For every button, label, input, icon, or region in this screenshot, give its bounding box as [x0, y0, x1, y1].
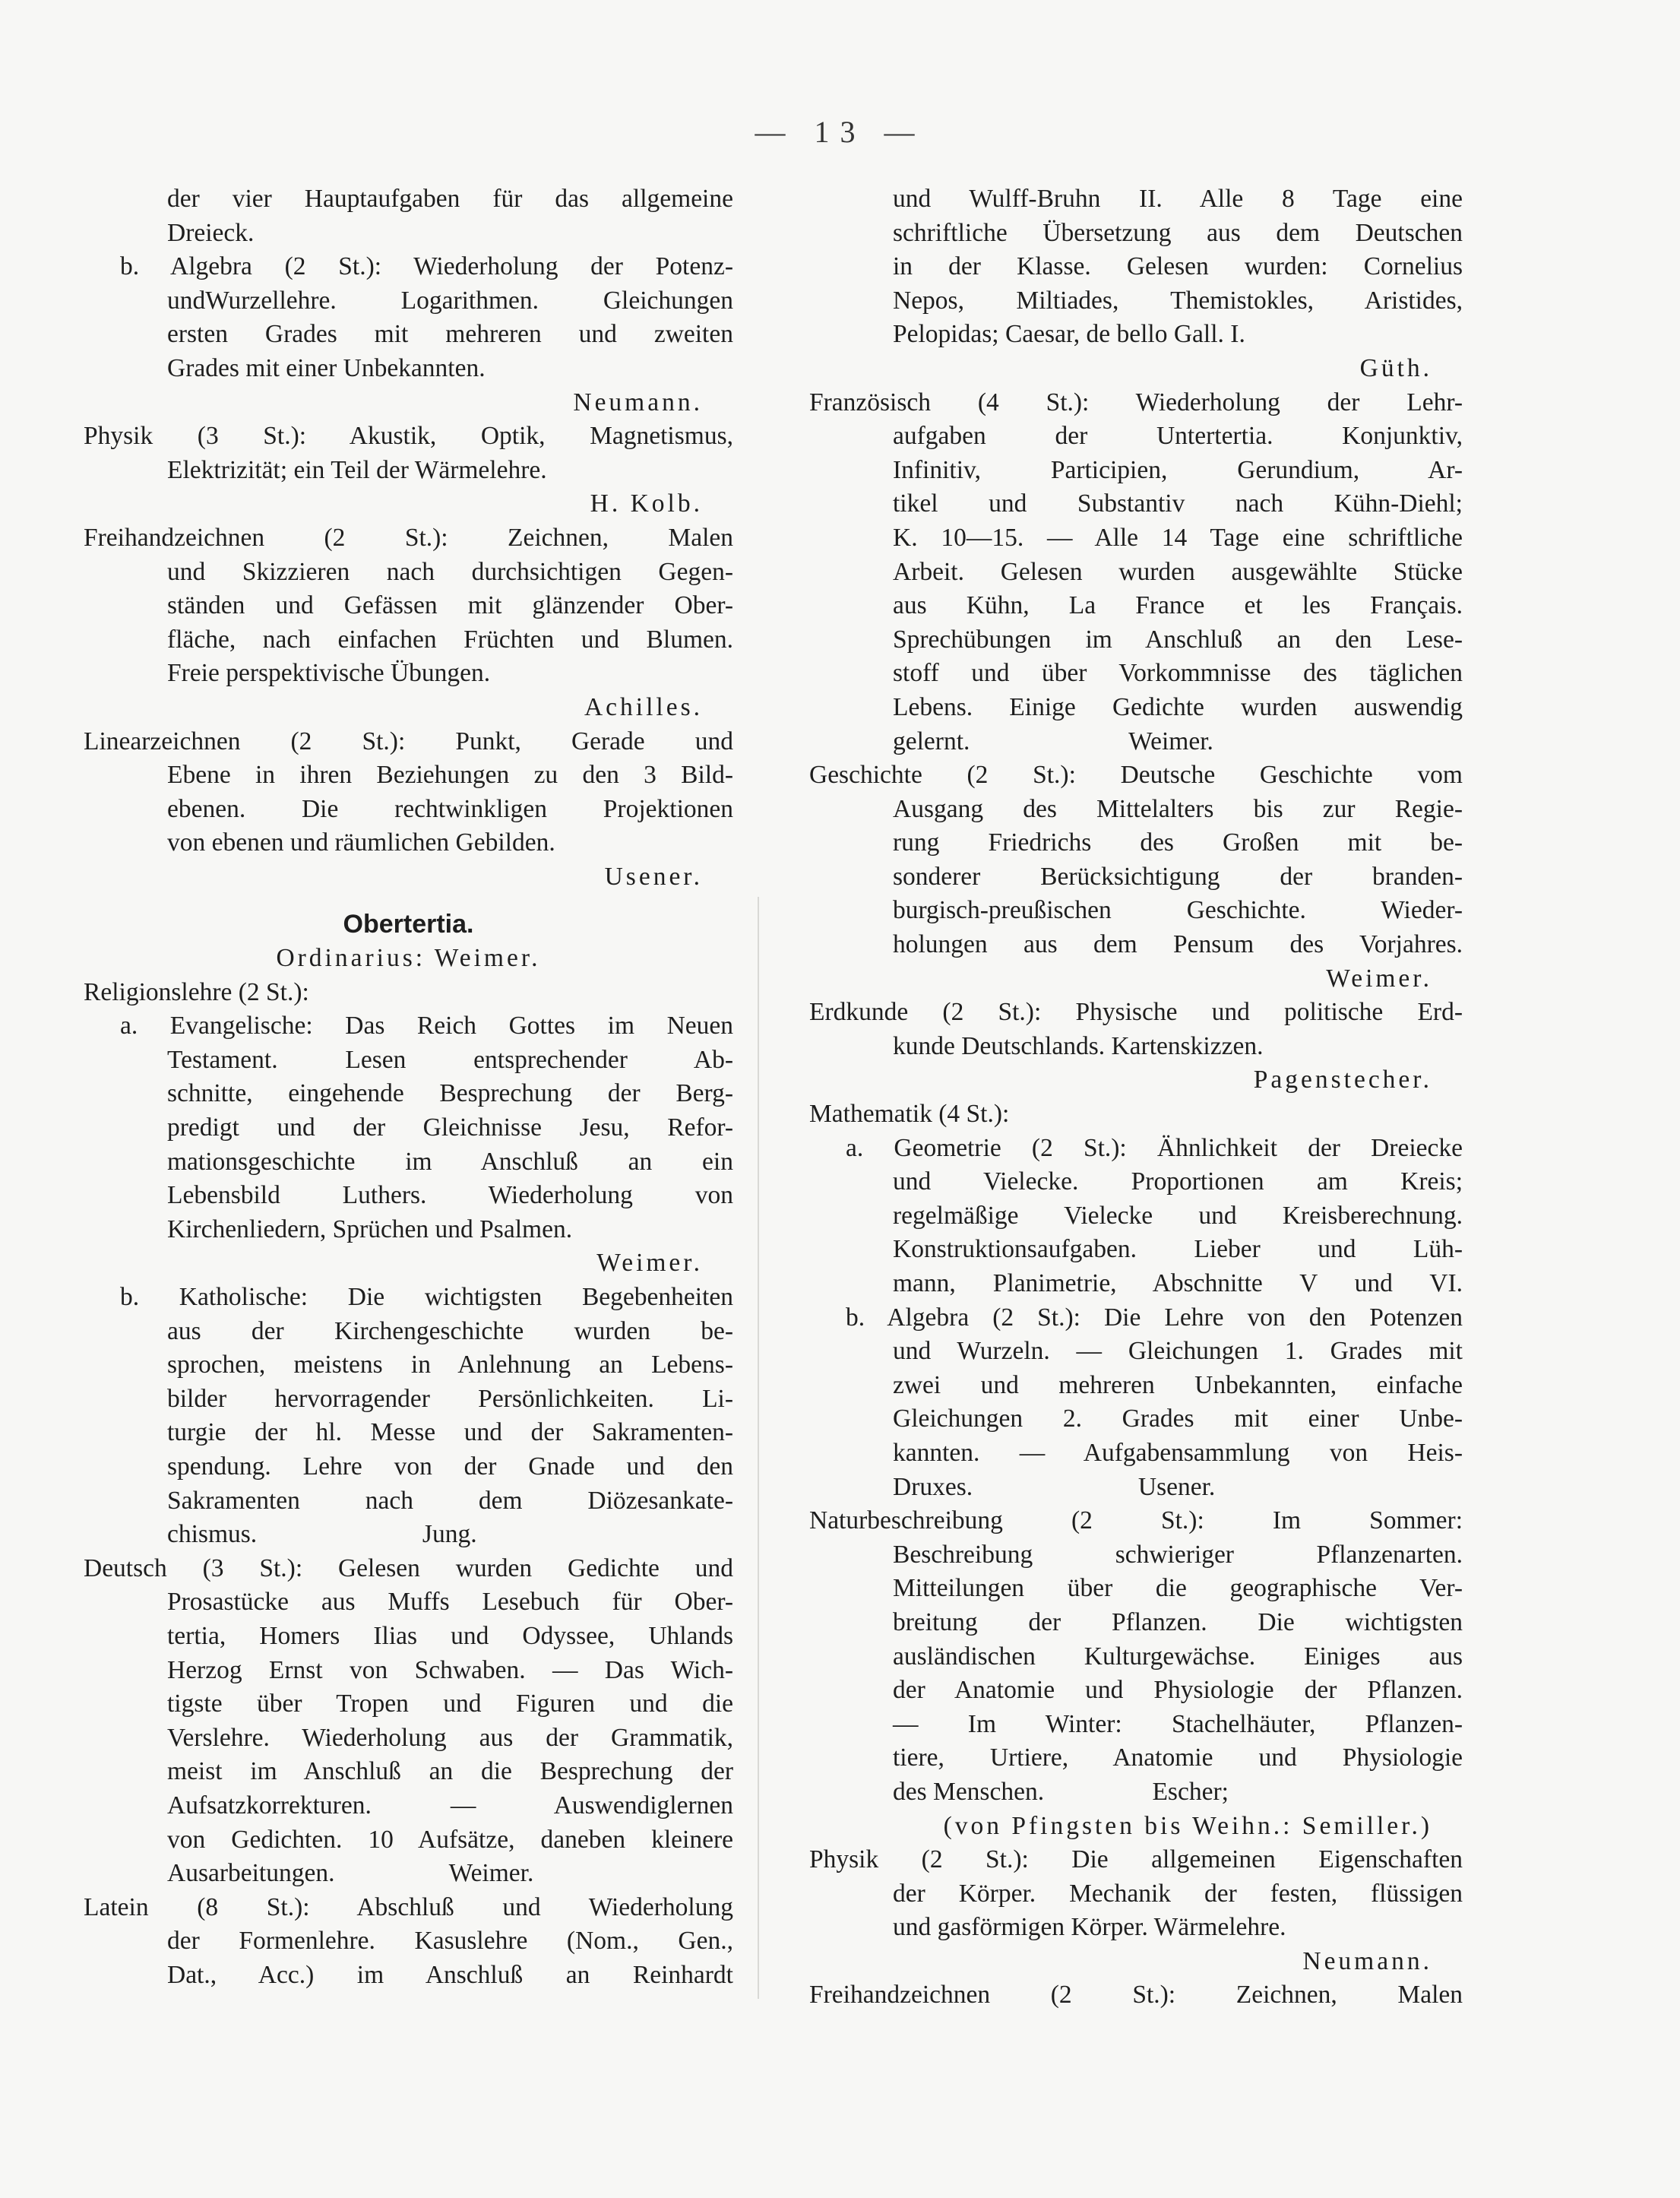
text-line: Prosastücke aus Muffs Lesebuch für Ober- — [167, 1588, 733, 1617]
text-line: Aufsatzkorrekturen. — Auswendiglernen — [167, 1791, 733, 1820]
text-line: gelernt. Weimer. — [893, 727, 1213, 755]
text-line: burgisch-preußischen Geschichte. Wieder- — [893, 896, 1463, 925]
text-line: Freihandzeichnen (2 St.): Zeichnen, Malen — [809, 1981, 1463, 2010]
text-line: tikel und Substantiv nach Kühn-Diehl; — [893, 489, 1463, 518]
text-line: tiere, Urtiere, Anatomie und Physiologie — [893, 1744, 1463, 1772]
text-line: Lebensbild Luthers. Wiederholung von — [167, 1181, 733, 1210]
text-line: Ebene in ihren Beziehungen zu den 3 Bild- — [167, 761, 733, 790]
text-line: in der Klasse. Gelesen wurden: Cornelius — [893, 252, 1463, 281]
teacher-name: Weimer. — [596, 1249, 703, 1278]
text-line: und gasförmigen Körper. Wärmelehre. — [893, 1913, 1286, 1942]
text-line: Sakramenten nach dem Diözesankate- — [167, 1486, 733, 1515]
text-line: von ebenen und räumlichen Gebilden. — [167, 828, 555, 857]
text-line: mationsgeschichte im Anschluß an ein — [167, 1147, 733, 1176]
text-line: turgie der hl. Messe und der Sakramenten- — [167, 1418, 733, 1447]
teacher-name: (von Pfingsten bis Weihn.: Semiller.) — [943, 1811, 1432, 1840]
text-line: regelmäßige Vielecke und Kreisberechnung. — [893, 1201, 1463, 1230]
text-line: meist im Anschluß an die Besprechung der — [167, 1757, 733, 1786]
text-line: Konstruktionsaufgaben. Lieber und Lüh- — [893, 1235, 1463, 1264]
text-line: Ausgang des Mittelalters bis zur Regie- — [893, 794, 1463, 823]
text-line: fläche, nach einfachen Früchten und Blumen. — [167, 625, 733, 654]
text-line: ständen und Gefässen mit glänzender Ober- — [167, 591, 733, 620]
section-heading: Obertertia. — [343, 910, 474, 939]
text-line: Testament. Lesen entsprechender Ab- — [167, 1045, 733, 1074]
text-line: Ordinarius: Weimer. — [276, 944, 541, 973]
text-line: Grades mit einer Unbekannten. — [167, 353, 486, 382]
text-line: und Vielecke. Proportionen am Kreis; — [893, 1167, 1463, 1196]
text-line: stoff und über Vorkommnisse des täglichen — [893, 659, 1463, 688]
teacher-name: Neumann. — [573, 388, 703, 416]
text-line: von Gedichten. 10 Aufsätze, daneben kleinere — [167, 1825, 733, 1854]
text-line: und Wulff-Bruhn II. Alle 8 Tage eine — [893, 185, 1463, 213]
text-line: breitung der Pflanzen. Die wichtigsten — [893, 1607, 1463, 1636]
text-line: Physik (3 St.): Akustik, Optik, Magnetismus, — [84, 422, 733, 451]
text-line: tertia, Homers Ilias und Odyssee, Uhlands — [167, 1621, 733, 1650]
text-line: b. Algebra (2 St.): Wiederholung der Potenz- — [120, 252, 733, 281]
text-line: undWurzellehre. Logarithmen. Gleichungen — [167, 286, 733, 315]
page-number: — 13 — — [755, 115, 925, 149]
text-line: Beschreibung schwieriger Pflanzenarten. — [893, 1540, 1463, 1569]
text-line: b. Katholische: Die wichtigsten Begebenheiten — [120, 1283, 733, 1311]
text-line: und Skizzieren nach durchsichtigen Gegen- — [167, 557, 733, 586]
text-line: bilder hervorragender Persönlichkeiten. Li- — [167, 1384, 733, 1413]
teacher-name: H. Kolb. — [590, 489, 703, 518]
text-line: Geschichte (2 St.): Deutsche Geschichte vom — [809, 761, 1463, 790]
text-line: aufgaben der Untertertia. Konjunktiv, — [893, 422, 1463, 451]
text-line: b. Algebra (2 St.): Die Lehre von den Potenzen — [846, 1303, 1463, 1332]
text-line: der Anatomie und Physiologie der Pflanzen. — [893, 1676, 1463, 1705]
text-line: mann, Planimetrie, Abschnitte V und VI. — [893, 1269, 1463, 1297]
text-line: Mathematik (4 St.): — [809, 1100, 1010, 1129]
text-line: Latein (8 St.): Abschluß und Wiederholung — [84, 1892, 733, 1921]
text-line: Linearzeichnen (2 St.): Punkt, Gerade und — [84, 727, 733, 755]
text-line: predigt und der Gleichnisse Jesu, Refor- — [167, 1113, 733, 1142]
text-line: kannten. — Aufgabensammlung von Heis- — [893, 1438, 1463, 1467]
text-line: der Formenlehre. Kasuslehre (Nom., Gen., — [167, 1927, 733, 1956]
text-line: Deutsch (3 St.): Gelesen wurden Gedichte und — [84, 1553, 733, 1582]
teacher-name: Achilles. — [584, 692, 703, 721]
text-line: der vier Hauptaufgaben für das allgemeine — [167, 185, 733, 213]
text-line: Pelopidas; Caesar, de bello Gall. I. — [893, 320, 1245, 349]
text-line: Arbeit. Gelesen wurden ausgewählte Stücke — [893, 557, 1463, 586]
text-line: kunde Deutschlands. Kartenskizzen. — [893, 1031, 1264, 1060]
text-line: rung Friedrichs des Großen mit be- — [893, 828, 1463, 857]
text-line: Mitteilungen über die geographische Ver- — [893, 1574, 1463, 1603]
text-line: Herzog Ernst von Schwaben. — Das Wich- — [167, 1655, 733, 1684]
text-line: Freie perspektivische Übungen. — [167, 659, 491, 688]
text-line: Dat., Acc.) im Anschluß an Reinhardt — [167, 1960, 733, 1989]
text-line: der Körper. Mechanik der festen, flüssigen — [893, 1879, 1463, 1908]
text-line: ausländischen Kulturgewächse. Einiges aus — [893, 1642, 1463, 1671]
text-line: a. Geometrie (2 St.): Ähnlichkeit der Dreiecke — [846, 1133, 1463, 1162]
text-line: aus Kühn, La France et les Français. — [893, 591, 1463, 620]
text-line: Französisch (4 St.): Wiederholung der Lehr- — [809, 388, 1463, 416]
text-line: Erdkunde (2 St.): Physische und politische Erd- — [809, 998, 1463, 1027]
text-line: tigste über Tropen und Figuren und die — [167, 1690, 733, 1718]
right-column — [809, 182, 1463, 2013]
left-column — [84, 182, 733, 1992]
text-line: K. 10—15. — Alle 14 Tage eine schriftliche — [893, 523, 1463, 552]
text-line: Verslehre. Wiederholung aus der Grammatik, — [167, 1723, 733, 1752]
text-line: holungen aus dem Pensum des Vorjahres. — [893, 930, 1463, 959]
text-line: Ausarbeitungen. Weimer. — [167, 1859, 534, 1888]
teacher-name: Pagenstecher. — [1253, 1066, 1432, 1094]
text-line: — Im Winter: Stachelhäuter, Pflanzen- — [893, 1709, 1463, 1738]
text-line: Lebens. Einige Gedichte wurden auswendig — [893, 692, 1463, 721]
text-line: Dreieck. — [167, 218, 255, 247]
text-line: Kirchenliedern, Sprüchen und Psalmen. — [167, 1215, 573, 1243]
teacher-name: Weimer. — [1326, 964, 1432, 993]
text-line: spendung. Lehre von der Gnade und den — [167, 1452, 733, 1481]
text-line: schriftliche Übersetzung aus dem Deutschen — [893, 218, 1463, 247]
text-line: Sprechübungen im Anschluß an den Lese- — [893, 625, 1463, 654]
text-line: Naturbeschreibung (2 St.): Im Sommer: — [809, 1506, 1463, 1535]
text-line: schnitte, eingehende Besprechung der Berg- — [167, 1079, 733, 1108]
teacher-name: Usener. — [604, 862, 703, 891]
text-line: Freihandzeichnen (2 St.): Zeichnen, Malen — [84, 523, 733, 552]
text-line: und Wurzeln. — Gleichungen 1. Grades mit — [893, 1337, 1463, 1366]
text-line: ersten Grades mit mehreren und zweiten — [167, 320, 733, 349]
teacher-name: Neumann. — [1302, 1946, 1432, 1975]
text-line: Gleichungen 2. Grades mit einer Unbe- — [893, 1405, 1463, 1433]
text-line: Physik (2 St.): Die allgemeinen Eigenschaften — [809, 1845, 1463, 1874]
text-line: zwei und mehreren Unbekannten, einfache — [893, 1370, 1463, 1399]
text-line: ebenen. Die rechtwinkligen Projektionen — [167, 794, 733, 823]
text-line: chismus. Jung. — [167, 1520, 477, 1549]
text-line: Elektrizität; ein Teil der Wärmelehre. — [167, 455, 547, 484]
text-line: Druxes. Usener. — [893, 1472, 1216, 1501]
column-divider — [758, 897, 759, 1999]
text-line: sonderer Berücksichtigung der branden- — [893, 862, 1463, 891]
text-line: Nepos, Miltiades, Themistokles, Aristides, — [893, 286, 1463, 315]
text-line: a. Evangelische: Das Reich Gottes im Neuen — [120, 1012, 733, 1040]
text-line: aus der Kirchengeschichte wurden be- — [167, 1316, 733, 1345]
text-line: Infinitiv, Participien, Gerundium, Ar- — [893, 455, 1463, 484]
text-line: des Menschen. Escher; — [893, 1777, 1229, 1806]
text-line: Religionslehre (2 St.): — [84, 977, 309, 1006]
text-line: sprochen, meistens in Anlehnung an Lebens- — [167, 1351, 733, 1379]
teacher-name: Güth. — [1359, 353, 1432, 382]
